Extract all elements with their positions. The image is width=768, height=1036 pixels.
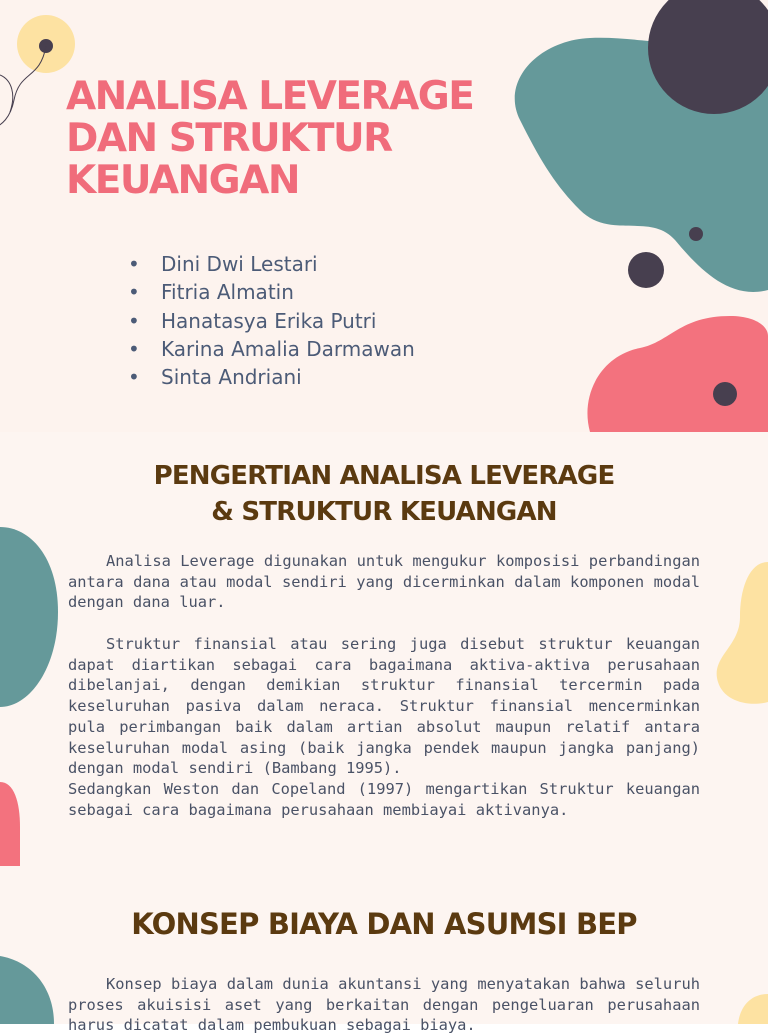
paragraph: Struktur finansial atau sering juga disebut struktur keuangan dapat diartikan sebagai cara bagaimana aktiva-aktiva perusahaan dibelanjai, dengan demikian struktur finansial tercermin pada keseluruhan pasiva dalam neraca. Struktur finansial mencerminkan pula perimbangan baik dalam artian absolut maupun relatif antara keseluruhan modal asing (baik jangka pendek maupun jangka panjang) dengan modal sendiri (Bambang 1995). [68, 635, 700, 778]
coral-blob-decoration [580, 316, 768, 432]
slide-cost-concept [0, 866, 768, 1035]
list-item [128, 335, 415, 363]
author-name: Hanatasya Erika Putri [161, 308, 377, 333]
bullet-icon: • [128, 365, 140, 390]
paragraph: Konsep biaya dalam dunia akuntansi yang menyatakan bahwa seluruh proses akuisisi aset yang berkaitan dengan pengeluaran perusahaan harus dicatat dalam pembukuan sebagai biaya. [68, 975, 700, 1035]
paragraph: Sedangkan Weston dan Copeland (1997) mengartikan Struktur keuangan sebagai cara bagaimana perusahaan membiayai aktivanya. [68, 780, 700, 819]
bullet-icon: • [128, 336, 140, 361]
slide-title [0, 0, 768, 432]
section-heading: KONSEP BIAYA DAN ASUMSI BEP [131, 907, 637, 941]
bullet-icon: • [128, 252, 140, 276]
slide-definition [0, 432, 768, 866]
list-item [128, 278, 415, 306]
list-item [128, 363, 415, 391]
coral-blob-left-decoration [0, 782, 22, 866]
bullet-icon: • [128, 280, 140, 305]
author-name: Sinta Andriani [161, 365, 302, 390]
author-name: Karina Amalia Darmawan [161, 336, 415, 361]
heading-line: PENGERTIAN ANALISA LEVERAGE [153, 461, 615, 491]
paragraph: Analisa Leverage digunakan untuk mengukur komposisi perbandingan antara dana atau modal sendiri yang dicerminkan dalam komponen modal dengan dana luar. [68, 552, 700, 612]
author-name: Dini Dwi Lestari [161, 252, 318, 276]
author-list [128, 250, 415, 391]
list-item [128, 250, 415, 278]
list-item [128, 307, 415, 335]
bullet-icon: • [128, 308, 140, 333]
heading-line: & STRUKTUR KEUANGAN [211, 497, 557, 527]
author-name: Fitria Almatin [161, 280, 294, 305]
page-title: ANALISA LEVERAGE DAN STRUKTUR KEUANGAN [66, 74, 474, 203]
teal-blob-left-decoration [0, 517, 60, 717]
yellow-blob-right-decoration [710, 562, 768, 707]
yellow-blob-right-decoration [736, 994, 768, 1024]
section-heading [0, 458, 768, 530]
teal-blob-left-decoration [0, 956, 56, 1024]
dark-dot-decoration [626, 250, 666, 290]
